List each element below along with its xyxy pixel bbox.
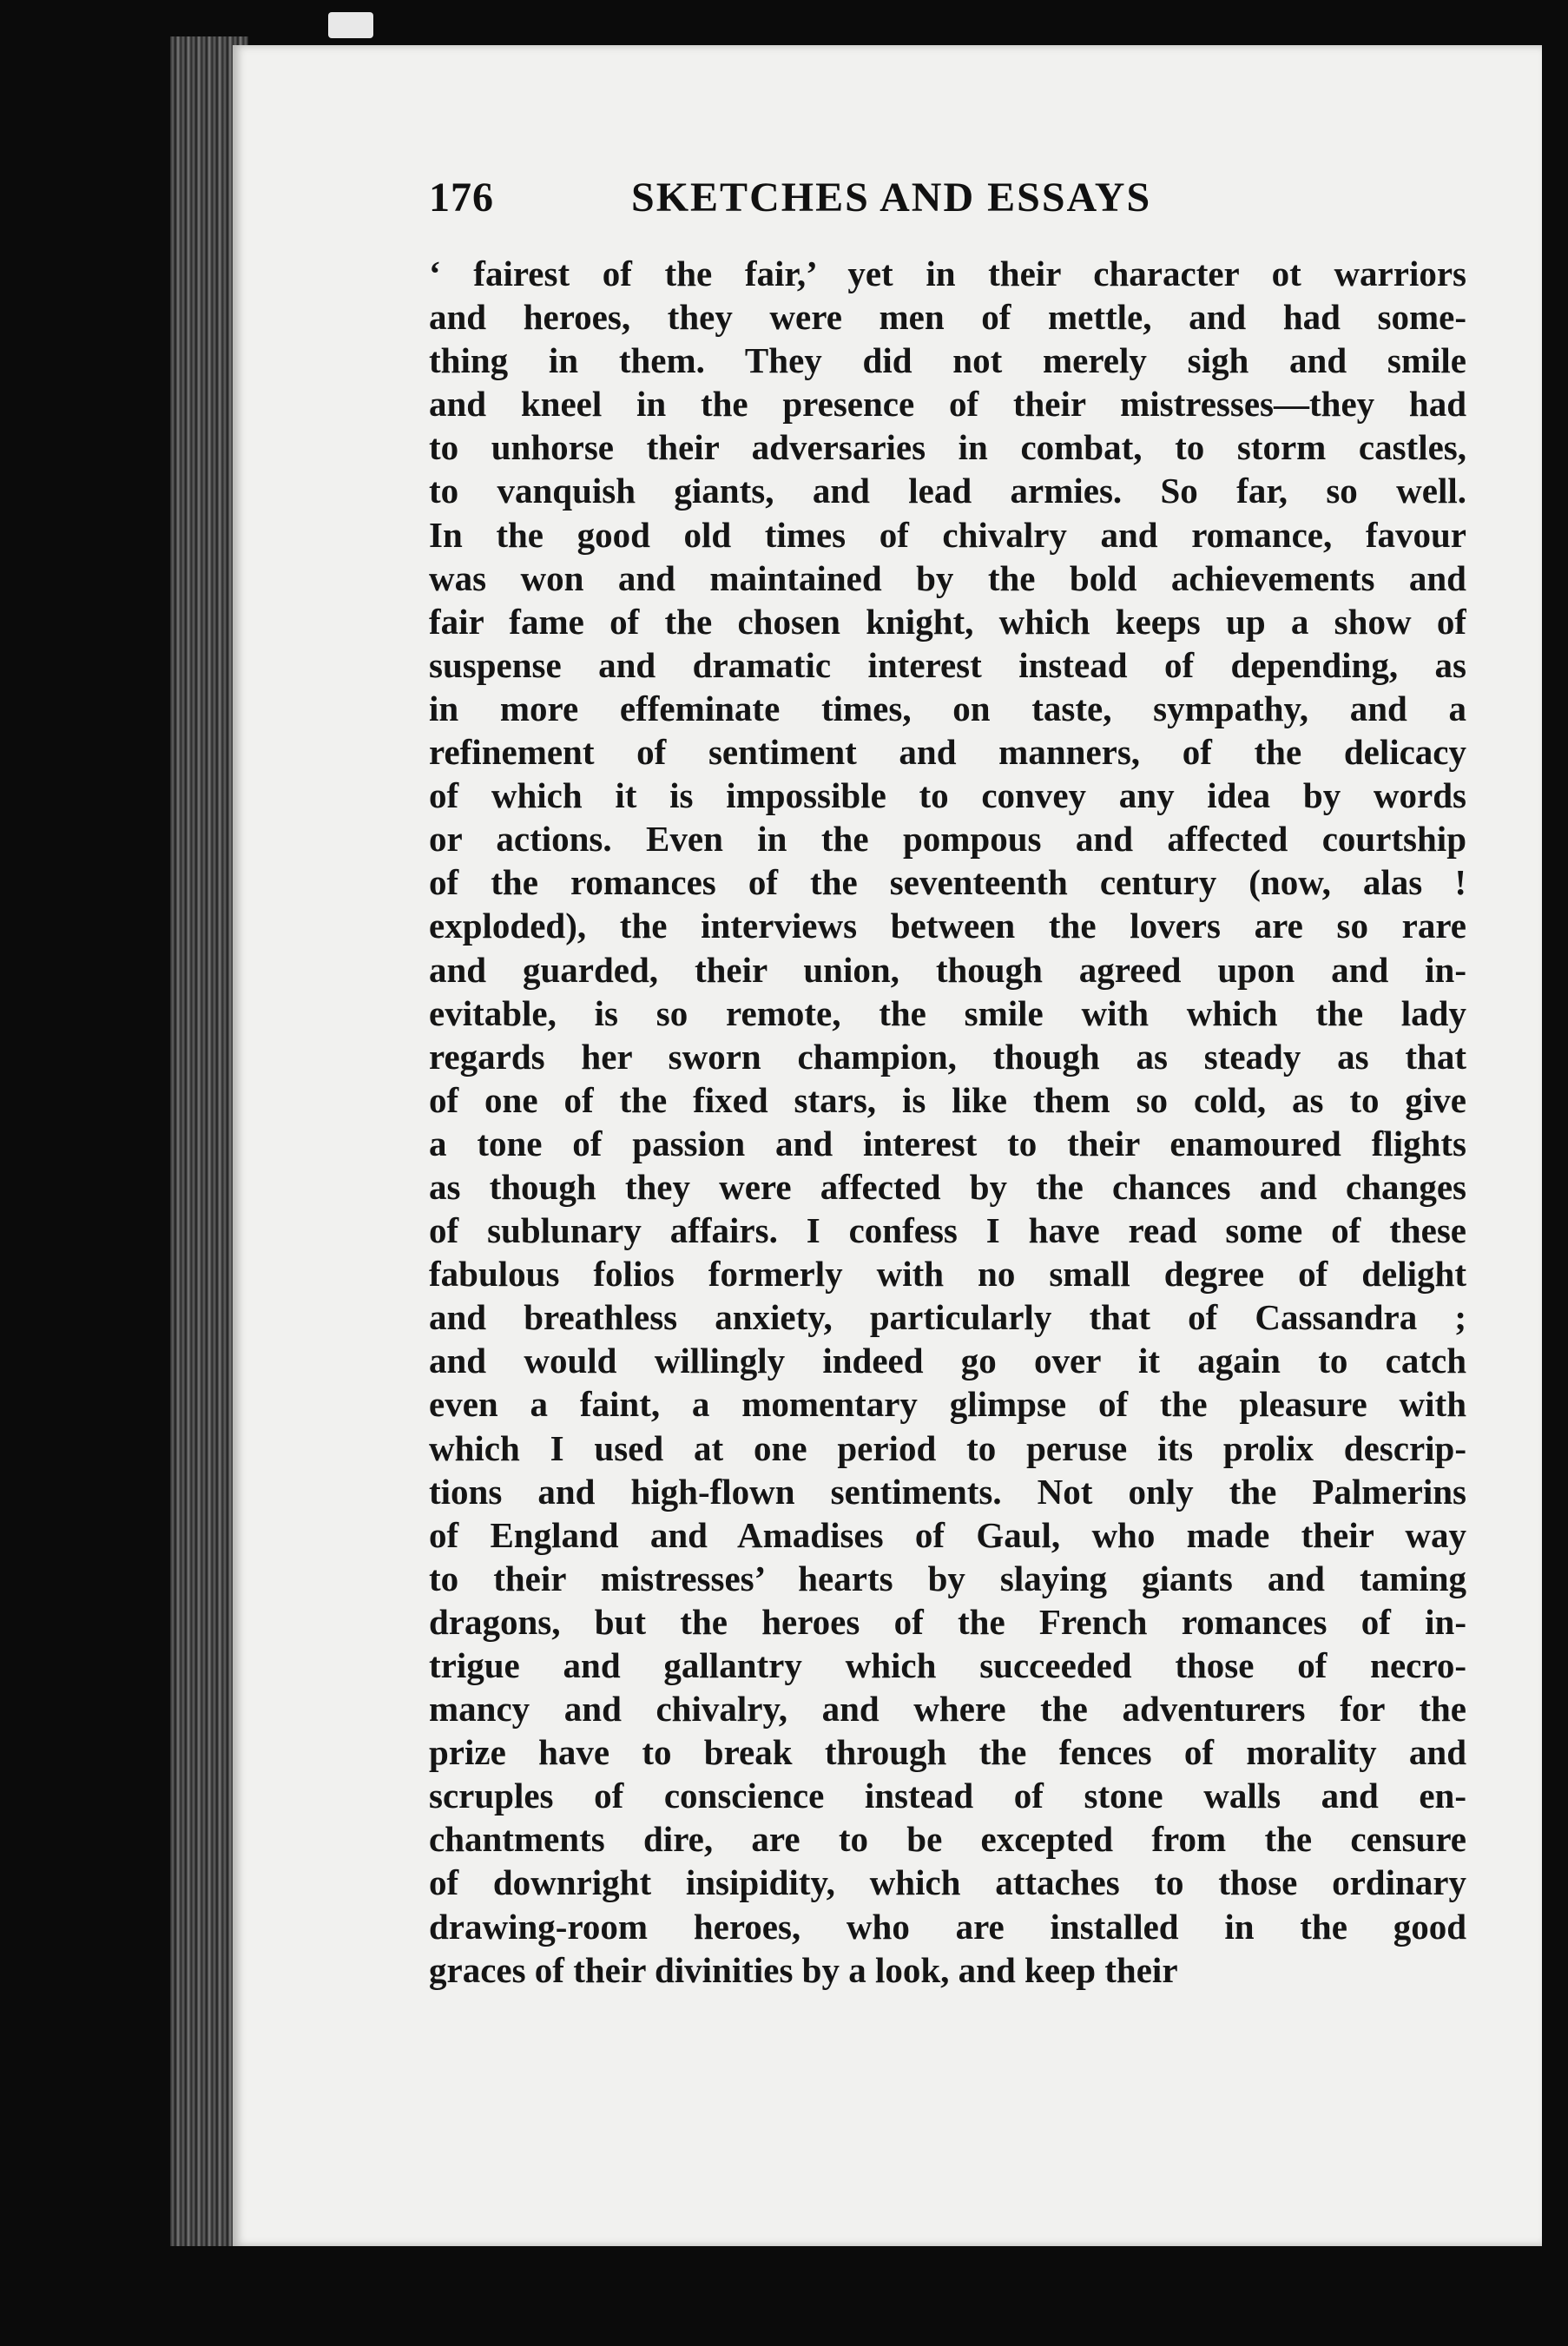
text-line: trigue and gallantry which succeeded those of necro- <box>429 1645 1466 1685</box>
text-line: drawing-room heroes, who are installed in the good <box>429 1906 1466 1947</box>
text-line: of the romances of the seventeenth century (now, alas ! <box>429 862 1466 903</box>
text-line: of downright insipidity, which attaches to those ordinary <box>429 1862 1466 1903</box>
text-line: graces of their divinities by a look, and keep their <box>429 1949 1178 1990</box>
text-line: to vanquish giants, and lead armies. So far, so well. <box>429 471 1466 511</box>
text-line: of which it is impossible to convey any idea by words <box>429 775 1466 816</box>
page-number: 176 <box>429 175 494 221</box>
text-line: of England and Amadises of Gaul, who made their way <box>429 1514 1466 1555</box>
text-line: fabulous folios formerly with no small degree of delight <box>429 1254 1466 1295</box>
text-line: mancy and chivalry, and where the adventurers for the <box>429 1689 1466 1730</box>
text-line: tions and high-flown sentiments. Not only the Palmerins <box>429 1471 1466 1512</box>
text-line: ‘ fairest of the fair,’ yet in their character ot warriors <box>429 254 1466 293</box>
running-head <box>429 174 1471 243</box>
text-line: chantments dire, are to be excepted from the censure <box>429 1819 1466 1860</box>
text-line: dragons, but the heroes of the French romances of in- <box>429 1601 1466 1642</box>
text-line: scruples of conscience instead of stone walls and en- <box>429 1776 1466 1816</box>
text-line: which I used at one period to peruse its prolix descrip- <box>429 1427 1466 1468</box>
text-line: evitable, is so remote, the smile with which the lady <box>429 992 1466 1033</box>
paper-scrap <box>328 12 373 38</box>
body-text <box>429 252 1466 1992</box>
text-line: exploded), the interviews between the lovers are so rare <box>429 906 1466 946</box>
text-line: as though they were affected by the chances and changes <box>429 1166 1466 1207</box>
text-line: refinement of sentiment and manners, of the delicacy <box>429 732 1466 773</box>
text-line: even a faint, a momentary glimpse of the pleasure with <box>429 1384 1466 1425</box>
running-title: SKETCHES AND ESSAYS <box>631 175 1152 221</box>
book-page <box>233 45 1542 2246</box>
text-line: fair fame of the chosen knight, which keeps up a show of <box>429 601 1466 642</box>
text-line: in more effeminate times, on taste, sympathy, and a <box>429 688 1466 728</box>
text-line: to unhorse their adversaries in combat, to storm castles, <box>429 427 1466 468</box>
text-line: a tone of passion and interest to their enamoured flights <box>429 1123 1466 1163</box>
text-line: was won and maintained by the bold achievements and <box>429 557 1466 598</box>
text-line: and would willingly indeed go over it again to catch <box>429 1341 1466 1381</box>
text-line: to their mistresses’ hearts by slaying giants and taming <box>429 1558 1466 1598</box>
text-line: and kneel in the presence of their mistresses—they had <box>429 384 1466 425</box>
text-line: thing in them. They did not merely sigh and smile <box>429 340 1466 381</box>
text-line: and guarded, their union, though agreed upon and in- <box>429 949 1466 990</box>
text-line: suspense and dramatic interest instead of depending, as <box>429 644 1466 685</box>
text-line: of one of the fixed stars, is like them so cold, as to give <box>429 1079 1466 1120</box>
text-line: prize have to break through the fences of morality and <box>429 1732 1466 1773</box>
text-line: regards her sworn champion, though as steady as that <box>429 1036 1466 1077</box>
text-line: or actions. Even in the pompous and affected courtship <box>429 819 1466 860</box>
text-line: In the good old times of chivalry and romance, favour <box>429 514 1466 555</box>
text-line: and heroes, they were men of mettle, and had some- <box>429 297 1466 338</box>
text-line: and breathless anxiety, particularly that of Cassandra ; <box>429 1297 1466 1338</box>
text-line: of sublunary affairs. I confess I have read some of these <box>429 1210 1466 1251</box>
